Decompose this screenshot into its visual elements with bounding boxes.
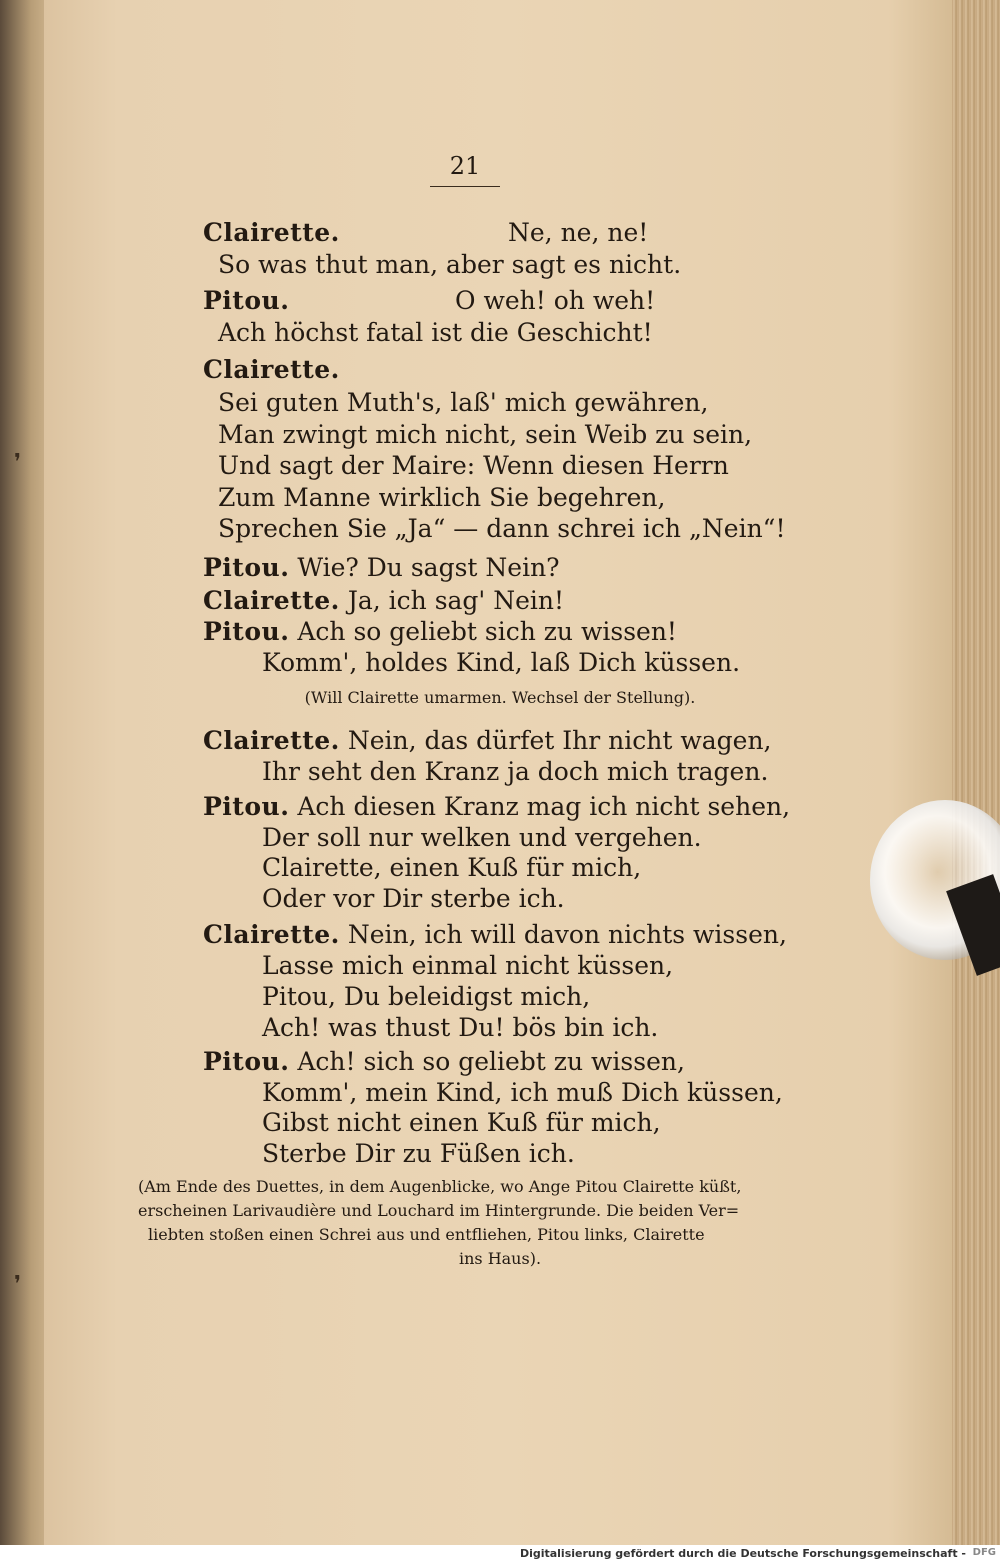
speaker-line: [203, 792, 790, 822]
binding-mark: ❜: [14, 1272, 22, 1297]
verse-text: Ihr seht den Kranz ja doch mich tragen.: [262, 757, 769, 786]
verse-text: Und sagt der Maire: Wenn diesen Herrn: [218, 451, 729, 480]
funding-credit: Digitalisierung gefördert durch die Deutsche Forschungsgemeinschaft -: [519, 1547, 966, 1560]
verse-line: [262, 951, 673, 981]
verse-text: Der soll nur welken und vergehen.: [262, 823, 702, 852]
speaker-line: [203, 586, 564, 616]
verse-line: [218, 514, 786, 544]
speaker-name: Pitou.: [203, 286, 290, 315]
speaker-line: [203, 617, 677, 647]
verse-line: [218, 388, 708, 418]
speaker-name: Clairette.: [203, 726, 340, 755]
verse-line: [262, 853, 641, 883]
stage-direction: (Will Clairette umarmen. Wechsel der Stellung).: [304, 688, 696, 707]
verse-line: [262, 648, 740, 678]
stage-direction: ins Haus).: [458, 1249, 542, 1268]
verse-text: Man zwingt mich nicht, sein Weib zu sein,: [218, 420, 753, 449]
verse-line: [218, 451, 729, 481]
page-number-rule: [430, 186, 500, 187]
verse-line: [262, 884, 565, 914]
verse-line: [262, 1108, 661, 1138]
verse-line: [218, 250, 681, 280]
verse-text: So was thut man, aber sagt es nicht.: [218, 250, 682, 279]
verse-line: [262, 757, 768, 787]
dfg-logo: DFG: [972, 1547, 996, 1558]
speaker-name: Pitou.: [203, 792, 290, 821]
verse-text: Zum Manne wirklich Sie begehren,: [218, 483, 666, 512]
speaker-line: [203, 286, 289, 316]
verse-text: O weh! oh weh!: [455, 286, 656, 315]
verse-text: Wie? Du sagst Nein?: [297, 553, 560, 582]
speaker-name: Clairette.: [203, 586, 340, 615]
verse-text: Ne, ne, ne!: [508, 218, 649, 247]
verse-text: Komm', holdes Kind, laß Dich küssen.: [262, 648, 741, 677]
page-number: 21: [449, 152, 481, 180]
speaker-line: [203, 218, 340, 248]
stage-direction: erscheinen Larivaudière und Louchard im Hintergrunde. Die beiden Ver=: [138, 1201, 740, 1220]
speaker-name: Clairette.: [203, 920, 340, 949]
verse-text: Nein, ich will davon nichts wissen,: [347, 920, 787, 949]
binding-mark: ❜: [14, 450, 22, 475]
speaker-name: Clairette.: [203, 218, 340, 247]
verse-text: Ach! was thust Du! bös bin ich.: [262, 1013, 659, 1042]
verse-line: [218, 483, 665, 513]
verse-line: [218, 420, 752, 450]
verse-line: [218, 318, 653, 348]
speaker-name: Clairette.: [203, 355, 340, 384]
verse-text: Lasse mich einmal nicht küssen,: [262, 951, 674, 980]
verse-text: Ach diesen Kranz mag ich nicht sehen,: [297, 792, 791, 821]
speaker-line: [203, 1047, 685, 1077]
verse-line: [455, 286, 655, 316]
verse-text: Oder vor Dir sterbe ich.: [262, 884, 565, 913]
verse-line: [262, 1139, 575, 1169]
verse-text: Ach höchst fatal ist die Geschicht!: [218, 318, 653, 347]
speaker-name: Pitou.: [203, 1047, 290, 1076]
verse-text: Gibst nicht einen Kuß für mich,: [262, 1108, 661, 1137]
speaker-line: [203, 920, 787, 950]
speaker-name: Pitou.: [203, 553, 290, 582]
verse-text: Sterbe Dir zu Füßen ich.: [262, 1139, 575, 1168]
verse-line: [262, 982, 590, 1012]
stage-direction: liebten stoßen einen Schrei aus und entfliehen, Pitou links, Clairette: [148, 1225, 705, 1244]
speaker-line: [203, 726, 772, 756]
stage-direction: (Am Ende des Duettes, in dem Augenblicke, wo Ange Pitou Clairette küßt,: [138, 1177, 742, 1196]
verse-text: Ach! sich so geliebt zu wissen,: [297, 1047, 685, 1076]
verse-line: [262, 1013, 658, 1043]
speaker-line: [203, 553, 560, 583]
verse-text: Sei guten Muth's, laß' mich gewähren,: [218, 388, 709, 417]
speaker-line: [203, 355, 340, 385]
verse-text: Ach so geliebt sich zu wissen!: [297, 617, 677, 646]
verse-text: Ja, ich sag' Nein!: [347, 586, 565, 615]
verse-line: [508, 218, 648, 248]
speaker-name: Pitou.: [203, 617, 290, 646]
verse-line: [262, 1078, 783, 1108]
verse-line: [262, 823, 702, 853]
verse-text: Pitou, Du beleidigst mich,: [262, 982, 591, 1011]
verse-text: Clairette, einen Kuß für mich,: [262, 853, 642, 882]
verse-text: Nein, das dürfet Ihr nicht wagen,: [347, 726, 772, 755]
verse-text: Komm', mein Kind, ich muß Dich küssen,: [262, 1078, 783, 1107]
verse-text: Sprechen Sie „Ja“ — dann schrei ich „Nein“!: [218, 514, 786, 543]
